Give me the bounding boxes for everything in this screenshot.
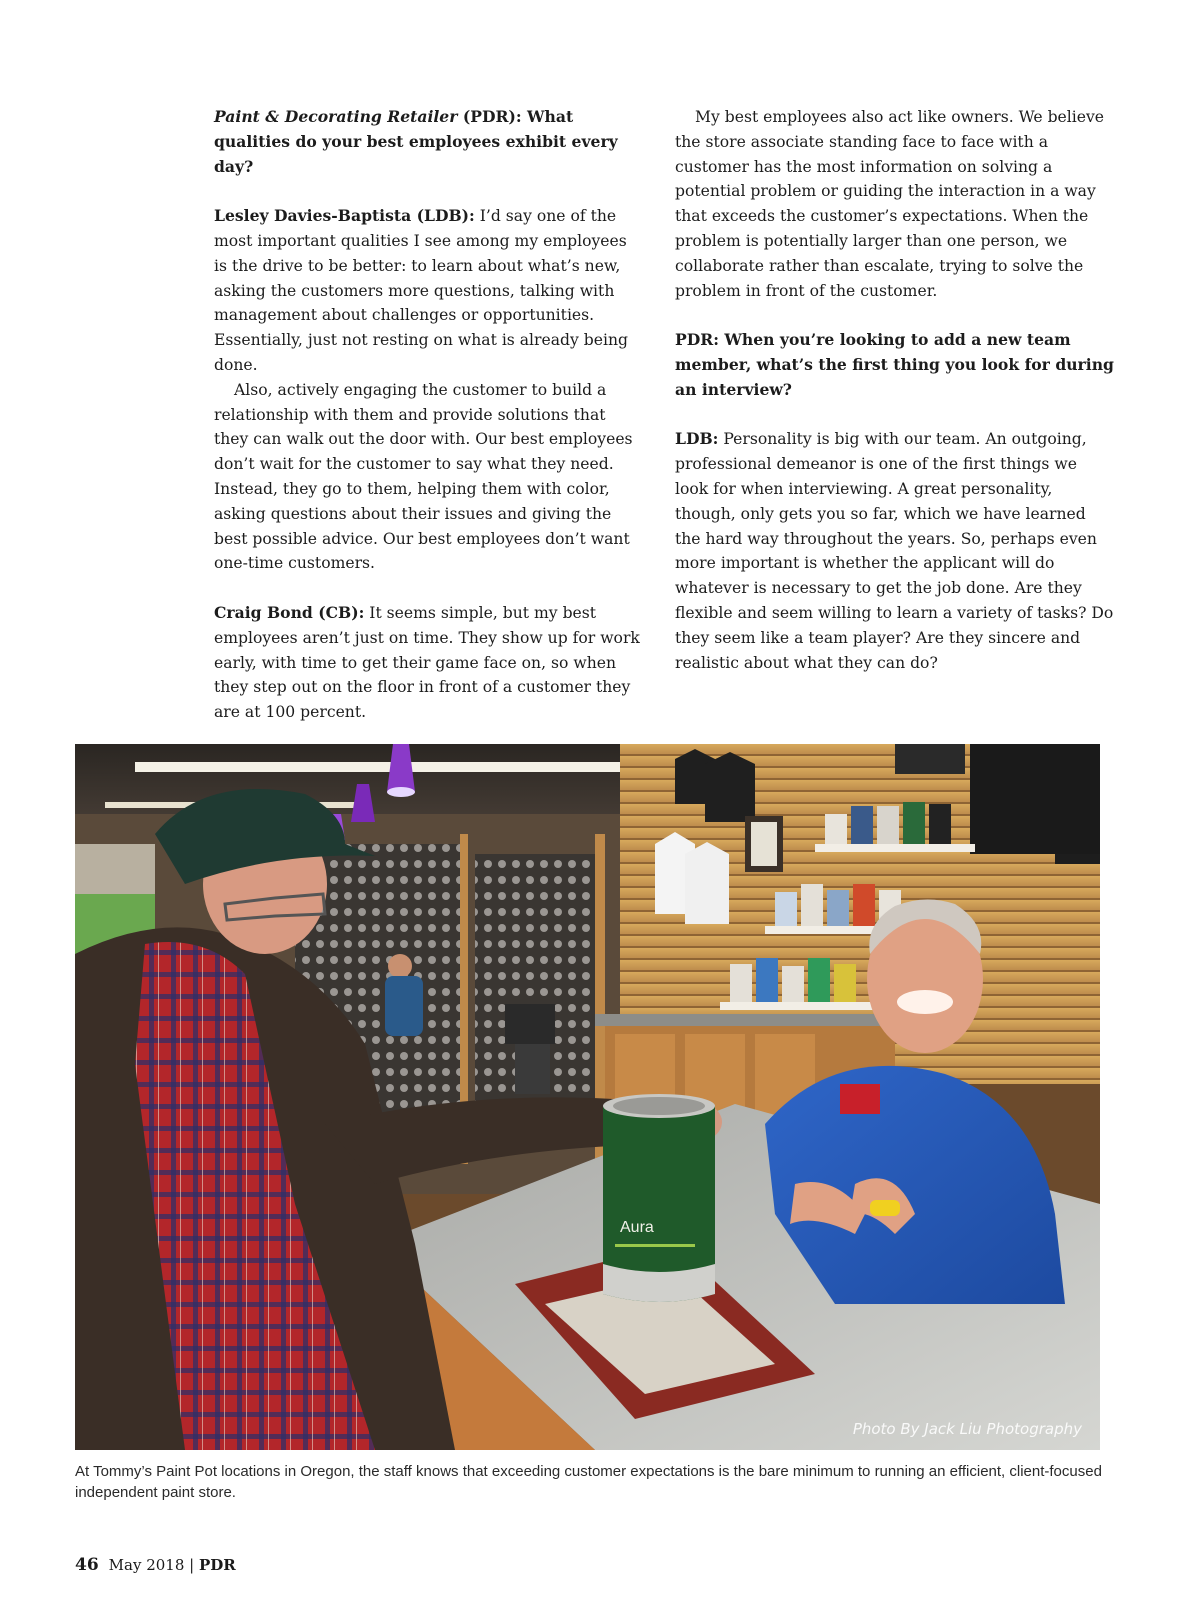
answer-cb-continued: My best employees also act like owners. We believe the store associate standing face to face with a customer has the most information on solving a potential problem or guiding the interaction in a way that exceeds the customer’s expectations. When the problem is potentially larger than one person, we collaborate rather than escalate, trying to solve the problem in front of the customer. xyxy=(675,108,1105,300)
answer-ldb-2-text: Personality is big with our team. An outgoing, professional demeanor is one of the first things we look for when interviewing. A great personality, though, only gets you so far, which we have learned the hard way throughout the years. So, perhaps even more important is whether the applicant will do whatever is necessary to get the job done. Are they flexible and seem willing to learn a variety of tasks? Do they seem like a team player? Are they sincere and realistic about what they can do? xyxy=(675,430,1114,672)
right-column xyxy=(675,105,1115,675)
speaker-ldb-2: LDB: xyxy=(675,429,719,449)
question-1-text: (PDR): What qualities do your best employees exhibit every day? xyxy=(214,107,618,176)
issue-date: May 2018 | xyxy=(108,1556,199,1574)
answer-cb xyxy=(214,601,644,725)
speaker-ldb: Lesley Davies-Baptista (LDB): xyxy=(214,206,475,226)
answer-ldb-1 xyxy=(214,204,644,378)
answer-ldb-1-text: I’d say one of the most important qualities I see among my employees is the drive to be better: to learn about what’s new, asking the customers more questions, talking with management about challenges or opportunities. Essentially, just not resting on what is already being done. xyxy=(214,207,628,374)
publication-name: Paint & Decorating Retailer xyxy=(214,107,458,126)
answer-cb-text: It seems simple, but my best employees aren’t just on time. They show up for work early, with time to get their game face on, so when they step out on the floor in front of a customer they are at 100 percent. xyxy=(214,603,640,722)
question-1 xyxy=(214,105,644,179)
answer-ldb-1-paragraph-2: Also, actively engaging the customer to build a relationship with them and provide solutions that they can walk out the door with. Our best employees don’t wait for the customer to say what they need. Instead, they go to them, helping them with color, asking questions about their issues and giving the best possible advice. Our best employees don’t want one-time customers. xyxy=(214,380,633,573)
question-2: PDR: When you’re looking to add a new team member, what’s the first thing you look for during an interview? xyxy=(675,330,1114,399)
page-number: 46 xyxy=(75,1555,99,1575)
speaker-cb: Craig Bond (CB): xyxy=(214,602,365,622)
can-brand-text: Aura xyxy=(620,1219,654,1236)
store-photo-illustration xyxy=(75,744,1100,1450)
photo-caption: At Tommy’s Paint Pot locations in Oregon, the staff knows that exceeding customer expectations is the bare minimum to running an efficient, client-focused independent paint store. xyxy=(75,1463,1102,1501)
page-footer xyxy=(75,1555,236,1575)
photo-credit: Photo By Jack Liu Photography xyxy=(852,1420,1082,1438)
store-photo xyxy=(75,744,1100,1450)
answer-ldb-2 xyxy=(675,427,1115,675)
magazine-name: PDR xyxy=(198,1556,236,1574)
left-column xyxy=(214,105,644,725)
